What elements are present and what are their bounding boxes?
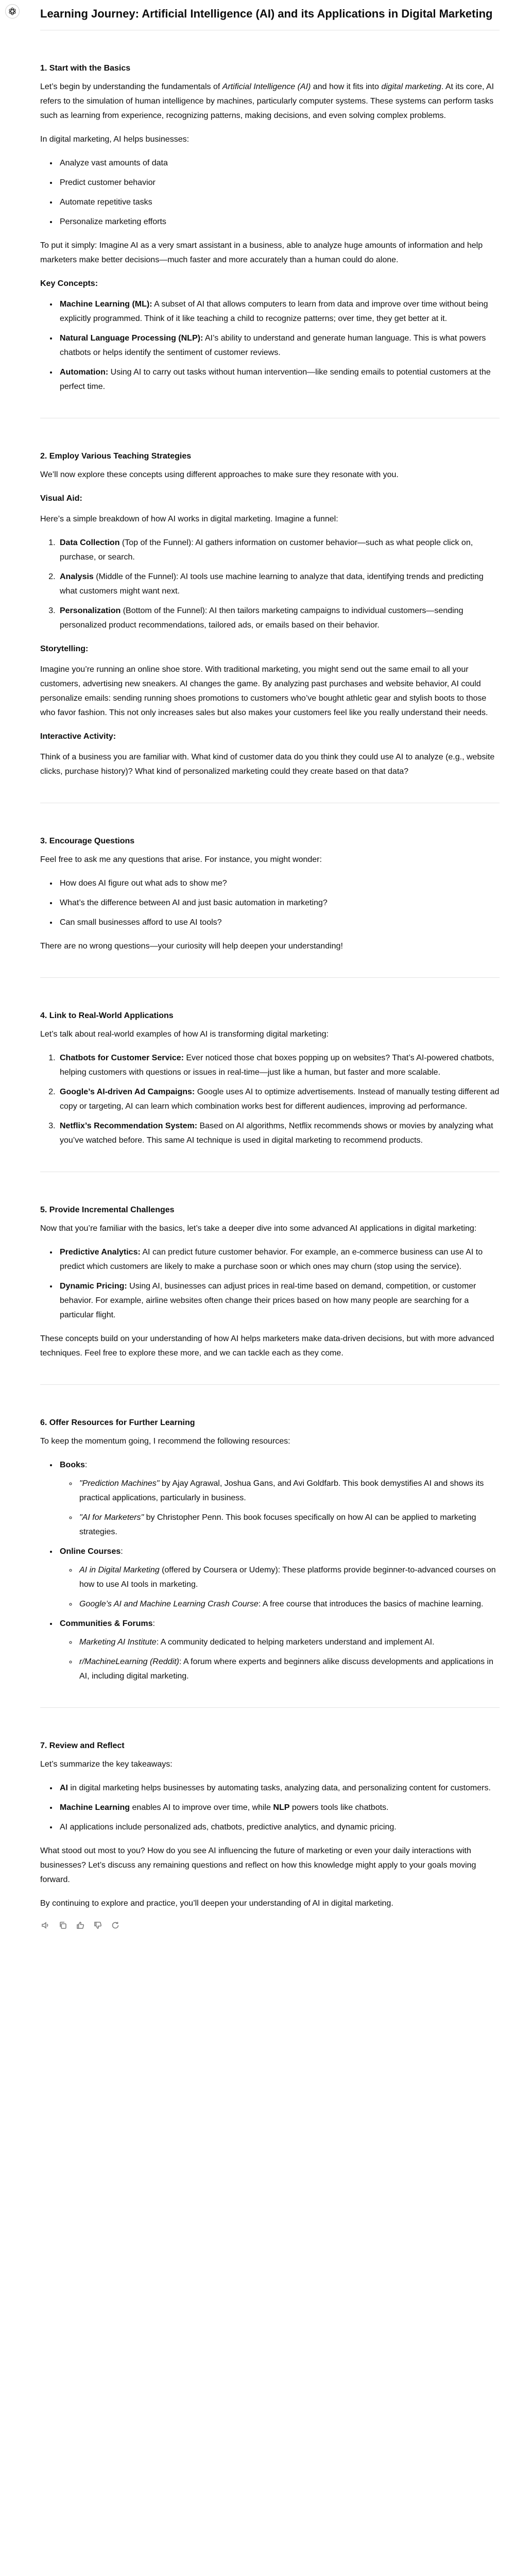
paragraph: We’ll now explore these concepts using different approaches to make sure they resonate with you. bbox=[40, 470, 399, 479]
sub-list bbox=[60, 1477, 500, 1539]
list-item: • Online Courses: ◦ AI in Digital Marketing (offered by Coursera or Udemy): These platforms provide beginner-to-advanced courses on how to use AI tools in marketing. ◦ Google’s AI and Machine Learning Crash Course: A free course that introduces the basics of machine learning. bbox=[58, 1545, 500, 1612]
list-item: • Personalize marketing efforts bbox=[58, 215, 500, 229]
list-item: ◦ r/MachineLearning (Reddit): A forum where experts and beginners alike discuss developments and applications in AI, including digital marketing. bbox=[77, 1655, 500, 1684]
section-heading: 5. Provide Incremental Challenges bbox=[40, 1206, 175, 1214]
list-item: • Predict customer behavior bbox=[58, 176, 500, 190]
bullet-list bbox=[40, 1245, 500, 1323]
list-item: 1. Data Collection (Top of the Funnel): AI gathers information on customer behavior—such as what people click on, purchase, or search. bbox=[58, 536, 500, 565]
paragraph: There are no wrong questions—your curiosity will help deepen your understanding! bbox=[40, 942, 343, 951]
list-item: • Natural Language Processing (NLP): AI’s ability to understand and generate human language. This is what powers chatbots or helps identify the sentiment of customer reviews. bbox=[58, 331, 500, 360]
divider bbox=[40, 1384, 500, 1385]
divider bbox=[40, 977, 500, 978]
section-review bbox=[40, 1739, 500, 1911]
section-heading: 7. Review and Reflect bbox=[40, 1741, 125, 1750]
list-item: 1. Chatbots for Customer Service: Ever noticed those chat boxes popping up on websites? That’s AI-powered chatbots, helping customers with questions or issues in real-time—just like a human, but faster and more scalable. bbox=[58, 1051, 500, 1080]
bullet-list bbox=[40, 297, 500, 394]
bullet-list bbox=[40, 876, 500, 930]
list-item: • AI applications include personalized ads, chatbots, predictive analytics, and dynamic pricing. bbox=[58, 1820, 500, 1835]
bullet-list bbox=[40, 156, 500, 229]
list-item: • Analyze vast amounts of data bbox=[58, 156, 500, 171]
paragraph: Think of a business you are familiar with. What kind of customer data do you think they could use AI to analyze (e.g., website clicks, purchase history)? What kind of personalized marketing could they create based on that data? bbox=[40, 753, 495, 776]
list-item: • Predictive Analytics: AI can predict future customer behavior. For example, an e-commerce business can use AI to predict which customers are likely to make a purchase soon or which ones may churn (stop using the service). bbox=[58, 1245, 500, 1274]
section-real-world bbox=[40, 1009, 500, 1148]
paragraph: To keep the momentum going, I recommend the following resources: bbox=[40, 1437, 290, 1446]
list-item: ◦ AI in Digital Marketing (offered by Coursera or Udemy): These platforms provide beginner-to-advanced courses on how to use AI tools in marketing. bbox=[77, 1563, 500, 1592]
section-heading: 3. Encourage Questions bbox=[40, 837, 135, 845]
list-item: 3. Netflix’s Recommendation System: Based on AI algorithms, Netflix recommends shows or movies by analyzing what you’ve watched before. This same AI technique is used in digital marketing to recommend products. bbox=[58, 1119, 500, 1148]
section-heading: 2. Employ Various Teaching Strategies bbox=[40, 452, 192, 461]
regenerate-icon bbox=[111, 1921, 119, 1929]
list-item: 2. Google’s AI-driven Ad Campaigns: Google uses AI to optimize advertisements. Instead of manually testing different ad copy or targeting, AI can learn which combination works best for different audiences, improving ad performance. bbox=[58, 1085, 500, 1114]
message-content bbox=[40, 6, 500, 1930]
list-item: 2. Analysis (Middle of the Funnel): AI tools use machine learning to analyze that data, identifying trends and predicting what customers might want next. bbox=[58, 570, 500, 599]
copy-button[interactable] bbox=[58, 1920, 68, 1930]
list-item: 3. Personalization (Bottom of the Funnel): AI then tailors marketing campaigns to individual customers—sending personalized product recommendations, tailored ads, or emails based on their behavior. bbox=[58, 604, 500, 633]
sub-list bbox=[60, 1563, 500, 1612]
section-questions bbox=[40, 834, 500, 954]
subheading: Key Concepts: bbox=[40, 279, 98, 288]
section-challenges bbox=[40, 1203, 500, 1361]
section-teaching-strategies bbox=[40, 449, 500, 779]
subheading: Visual Aid: bbox=[40, 494, 82, 503]
list-item: ◦ Marketing AI Institute: A community dedicated to helping marketers understand and implement AI. bbox=[77, 1635, 500, 1650]
list-item: • Communities & Forums: ◦ Marketing AI Institute: A community dedicated to helping marketers understand and implement AI. ◦ r/MachineLearning (Reddit): A forum where experts and beginners alike discuss developments and applications in AI, including digital marketing. bbox=[58, 1617, 500, 1684]
regenerate-button[interactable] bbox=[110, 1920, 121, 1930]
paragraph: To put it simply: Imagine AI as a very smart assistant in a business, able to analyze huge amounts of information and help marketers make better decisions—much faster and more accurately than a human could do alone. bbox=[40, 241, 483, 264]
list-item: • Automation: Using AI to carry out tasks without human intervention—like sending emails to potential customers at the perfect time. bbox=[58, 365, 500, 394]
bullet-list bbox=[40, 1781, 500, 1835]
divider bbox=[40, 1707, 500, 1708]
assistant-logo-icon bbox=[8, 7, 17, 16]
assistant-avatar bbox=[5, 4, 20, 19]
copy-icon bbox=[59, 1921, 67, 1929]
paragraph: Feel free to ask me any questions that arise. For instance, you might wonder: bbox=[40, 855, 322, 864]
subheading: Storytelling: bbox=[40, 645, 89, 653]
section-heading: 6. Offer Resources for Further Learning bbox=[40, 1418, 195, 1427]
read-aloud-button[interactable] bbox=[40, 1920, 50, 1930]
subheading: Interactive Activity: bbox=[40, 732, 116, 741]
list-item: • AI in digital marketing helps businesses by automating tasks, analyzing data, and personalizing content for customers. bbox=[58, 1781, 500, 1795]
bullet-list bbox=[40, 1458, 500, 1684]
thumbs-down-icon bbox=[94, 1921, 102, 1929]
section-basics bbox=[40, 61, 500, 394]
sub-list bbox=[60, 1635, 500, 1684]
page-title: Learning Journey: Artificial Intelligence (AI) and its Applications in Digital Marketing bbox=[40, 7, 493, 20]
section-heading: 1. Start with the Basics bbox=[40, 64, 131, 73]
paragraph: What stood out most to you? How do you see AI influencing the future of marketing or even your daily interactions with businesses? Let’s discuss any remaining questions and reflect on how this knowledge might apply to your goals moving forward. bbox=[40, 1846, 476, 1884]
list-item: ◦ "Prediction Machines" by Ajay Agrawal, Joshua Gans, and Avi Goldfarb. This book demystifies AI and shows its practical applications, particularly in business. bbox=[77, 1477, 500, 1505]
bad-response-button[interactable] bbox=[93, 1920, 103, 1930]
list-item: • Automate repetitive tasks bbox=[58, 195, 500, 210]
list-item: • What’s the difference between AI and just basic automation in marketing? bbox=[58, 896, 500, 910]
list-item: • How does AI figure out what ads to show me? bbox=[58, 876, 500, 891]
list-item: • Can small businesses afford to use AI tools? bbox=[58, 916, 500, 930]
paragraph: Let’s talk about real-world examples of how AI is transforming digital marketing: bbox=[40, 1030, 329, 1039]
paragraph: These concepts build on your understanding of how AI helps marketers make data-driven decisions, but with more advanced techniques. Feel free to explore these more, and we can tackle each as they come. bbox=[40, 1334, 494, 1358]
list-item: • Machine Learning enables AI to improve over time, while NLP powers tools like chatbots. bbox=[58, 1801, 500, 1815]
paragraph: In digital marketing, AI helps businesses: bbox=[40, 135, 190, 144]
list-item: • Books: ◦ "Prediction Machines" by Ajay Agrawal, Joshua Gans, and Avi Goldfarb. This book demystifies AI and shows its practical applications, particularly in business. ◦ "AI for Marketers" by Christopher Penn. This book focuses specifically on how AI can be applied to marketing strategies. bbox=[58, 1458, 500, 1539]
list-item: ◦ "AI for Marketers" by Christopher Penn. This book focuses specifically on how AI can be applied to marketing strategies. bbox=[77, 1511, 500, 1539]
list-item: ◦ Google’s AI and Machine Learning Crash Course: A free course that introduces the basics of machine learning. bbox=[77, 1597, 500, 1612]
paragraph: Here’s a simple breakdown of how AI works in digital marketing. Imagine a funnel: bbox=[40, 515, 338, 523]
paragraph: By continuing to explore and practice, you’ll deepen your understanding of AI in digital marketing. bbox=[40, 1899, 393, 1908]
good-response-button[interactable] bbox=[75, 1920, 85, 1930]
numbered-list bbox=[40, 536, 500, 633]
numbered-list bbox=[40, 1051, 500, 1148]
paragraph: Let’s begin by understanding the fundamentals of Artificial Intelligence (AI) and how it fits into digital marketing. At its core, AI refers to the simulation of human intelligence by machines, particularly computer systems. These systems can perform tasks such as learning from experience, recognizing patterns, making decisions, and even solving complex problems. bbox=[40, 82, 494, 120]
section-heading: 4. Link to Real-World Applications bbox=[40, 1011, 174, 1020]
thumbs-up-icon bbox=[76, 1921, 84, 1929]
paragraph: Let’s summarize the key takeaways: bbox=[40, 1760, 173, 1769]
message-actions bbox=[40, 1920, 500, 1930]
list-item: • Machine Learning (ML): A subset of AI that allows computers to learn from data and improve over time without being explicitly programmed. Think of it like teaching a child to recognize patterns; over time, they get better at it. bbox=[58, 297, 500, 326]
section-resources bbox=[40, 1416, 500, 1684]
paragraph: Imagine you’re running an online shoe store. With traditional marketing, you might send out the same email to all your customers, advertising new sneakers. AI changes the game. By analyzing past purchases and website behavior, AI could personalize emails: sending running shoes promotions to customers who’ve bought athletic gear and stylish boots to those who favor fashion. This not only increases sales but also makes your customers feel like you really understand their needs. bbox=[40, 665, 488, 717]
paragraph: Now that you’re familiar with the basics, let’s take a deeper dive into some advanced AI applications in digital marketing: bbox=[40, 1224, 477, 1233]
speaker-icon bbox=[41, 1921, 49, 1929]
list-item: • Dynamic Pricing: Using AI, businesses can adjust prices in real-time based on demand, competition, or customer behavior. For example, airline websites often change their prices based on how many people are searching for a particular flight. bbox=[58, 1279, 500, 1323]
